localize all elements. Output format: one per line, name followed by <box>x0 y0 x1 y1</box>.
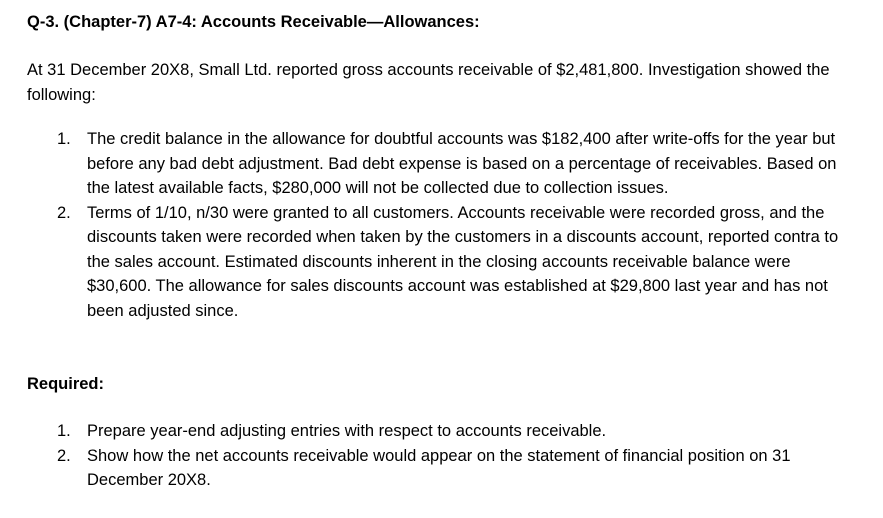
facts-list <box>27 127 862 323</box>
list-item <box>27 127 862 201</box>
list-item-text: The credit balance in the allowance for doubtful accounts was $182,400 after write-offs for the year but before any bad debt adjustment. Bad debt expense is based on a percentage of receivables. Based on the latest available facts, $280,000 will not be collected due to collection issues. <box>87 130 837 197</box>
list-item-number: 2. <box>57 446 71 465</box>
list-item <box>27 201 857 324</box>
list-item-text: Terms of 1/10, n/30 were granted to all customers. Accounts receivable were recorded gross, and the discounts taken were recorded when taken by the customers in a discounts account, reported contra to the sales account. Estimated discounts inherent in the closing accounts receivable balance were $30,600. The allowance for sales discounts account was established at $29,800 last year and has not been adjusted since. <box>87 203 839 320</box>
list-item <box>27 444 862 493</box>
list-item-number: 2. <box>57 203 71 222</box>
list-item-text: Prepare year-end adjusting entries with respect to accounts receivable. <box>87 422 607 440</box>
list-item-text: Show how the net accounts receivable would appear on the statement of financial position on 31 December 20X8. <box>87 446 791 489</box>
intro-paragraph: At 31 December 20X8, Small Ltd. reported gross accounts receivable of $2,481,800. Investigation showed the following: <box>27 61 830 104</box>
required-heading: Required: <box>27 375 105 393</box>
list-item-number: 1. <box>57 422 71 440</box>
question-title: Q-3. (Chapter-7) A7-4: Accounts Receivable—Allowances: <box>27 13 480 31</box>
requirements-list <box>27 419 862 493</box>
list-item-number: 1. <box>57 130 71 148</box>
list-item <box>27 419 862 444</box>
